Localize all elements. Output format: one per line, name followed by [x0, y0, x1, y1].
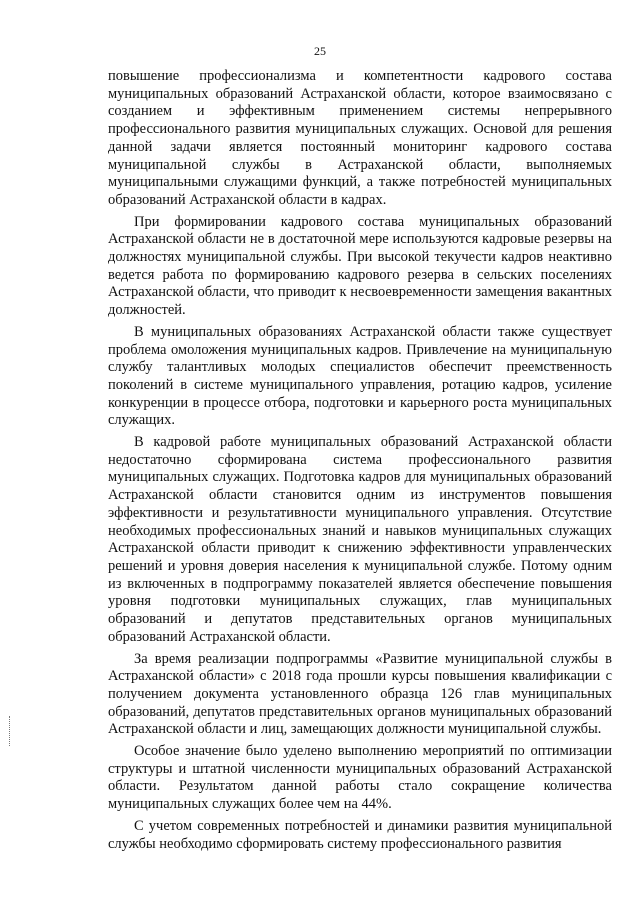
scan-margin-mark — [9, 716, 12, 746]
page-number: 25 — [314, 44, 326, 58]
paragraph-3: В муниципальных образованиях Астраханской области также существует проблема омоложения муниципальных кадров. Привлечение на муниципальную службу талантливых молодых специалистов обеспечит преемственность поколений в системе муниципального управления, ротацию кадров, усиление конкуренции в процессе отбора, подготовки и карьерного роста муниципальных служащих. — [108, 323, 612, 429]
paragraph-7: С учетом современных потребностей и динамики развития муниципальной службы необходимо сформировать систему профессионального развития — [108, 817, 612, 852]
document-body — [108, 68, 612, 857]
paragraph-5: За время реализации подпрограммы «Развитие муниципальной службы в Астраханской области» с 2018 года прошли курсы повышения квалификации с получением документа установленного образца 126 глав муниципальных образований, депутатов представительных органов муниципальных образований Астраханской области и лиц, замещающих должности муниципальной службы. — [108, 650, 612, 738]
paragraph-2: При формировании кадрового состава муниципальных образований Астраханской области не в достаточной мере используются кадровые резервы на должностях муниципальной службы. При высокой текучести кадров неактивно ведется работа по формированию кадрового резерва в сельских поселениях Астраханской области, что приводит к несвоевременности замещения вакантных должностей. — [108, 213, 612, 319]
paragraph-1: повышение профессионализма и компетентности кадрового состава муниципальных образований Астраханской области, которое взаимосвязано с созданием и эффективным применением системы непрерывного профессионального развития муниципальных служащих. Основой для решения данной задачи является постоянный мониторинг кадрового состава муниципальной службы в Астраханской области, выполняемых муниципальными служащими функций, а также потребностей муниципальных образований Астраханской области в кадрах. — [108, 68, 612, 208]
paragraph-4: В кадровой работе муниципальных образований Астраханской области недостаточно сформирована система профессионального развития муниципальных служащих. Подготовка кадров для муниципальных образований Астраханской области становится одним из инструментов повышения эффективности и результативности муниципального управления. Отсутствие необходимых профессиональных знаний и навыков муниципальных служащих Астраханской области приводит к снижению эффективности управленческих решений и уровня доверия населения к муниципальной службе. Потому одним из включенных в подпрограмму показателей является обеспечение повышения уровня подготовки муниципальных служащих, глав муниципальных образований и депутатов представительных органов муниципальных образований Астраханской области. — [108, 434, 612, 645]
paragraph-6: Особое значение было уделено выполнению мероприятий по оптимизации структуры и штатной численности муниципальных образований Астраханской области. Результатом данной работы стало сокращение количества муниципальных служащих более чем на 44%. — [108, 743, 612, 813]
